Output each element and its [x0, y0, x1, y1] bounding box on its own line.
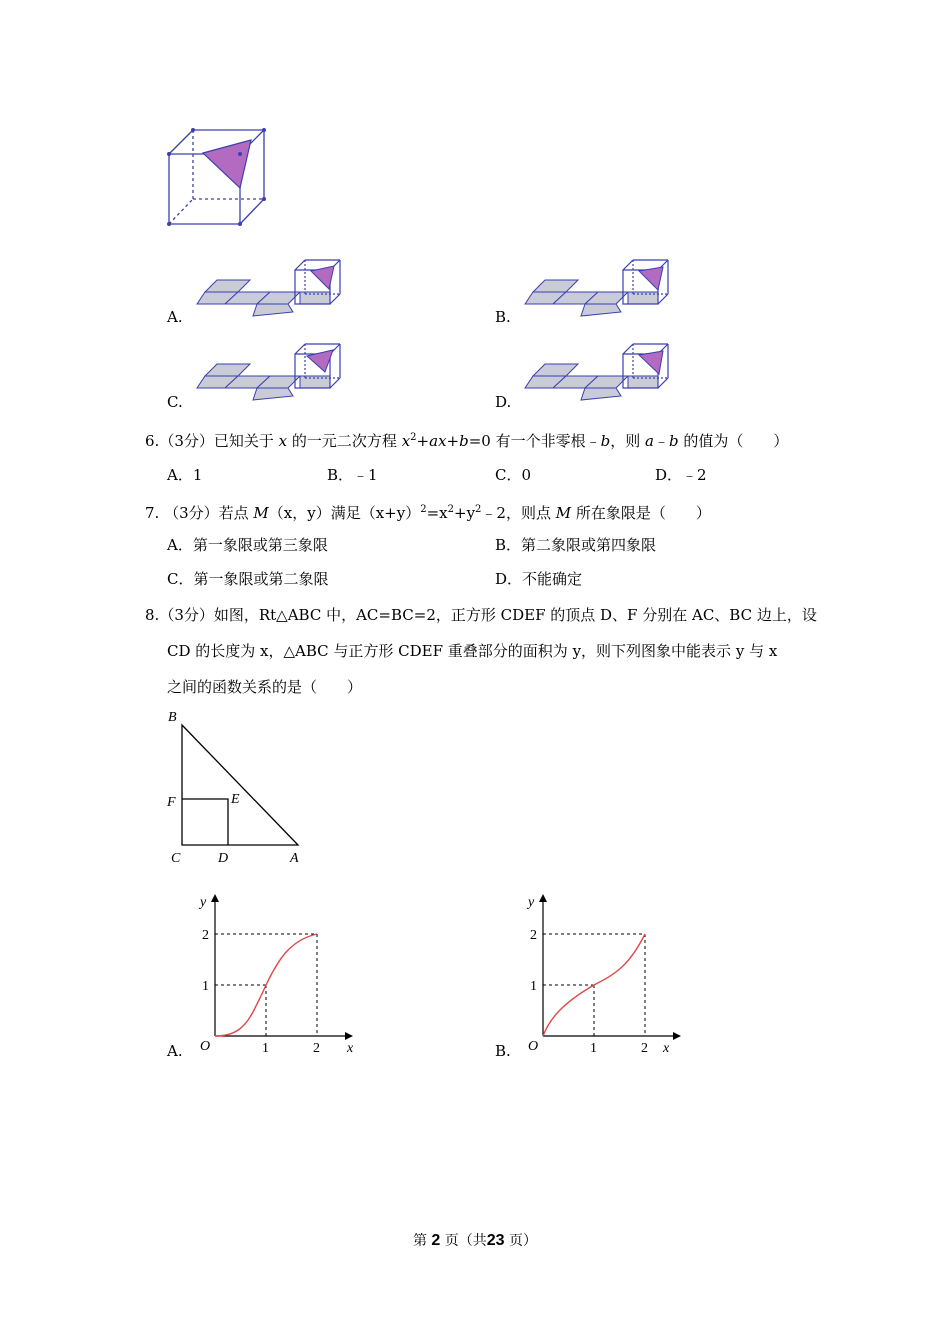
- page-footer: 第 2 页（共23 页）: [412, 1232, 538, 1249]
- label-d: D: [218, 851, 229, 866]
- y-tick-2: 2: [530, 928, 537, 943]
- x-tick-1: 1: [590, 1041, 597, 1056]
- q5-option-d-label[interactable]: D.: [495, 393, 512, 411]
- q5-option-c-label[interactable]: C.: [167, 393, 183, 411]
- x-tick-1: 1: [262, 1041, 269, 1056]
- graph-option-a: [190, 888, 360, 1063]
- axis-y-label: y: [528, 895, 535, 910]
- page-number: 2: [431, 1232, 441, 1249]
- q5-option-b-label[interactable]: B.: [495, 308, 511, 326]
- label-b: B: [168, 710, 177, 725]
- q6-option-d[interactable]: D．﹣2: [655, 466, 707, 484]
- q8-stem-line2: CD 的长度为 x，△ABC 与正方形 CDEF 重叠部分的面积为 y，则下列图象中能表示 y 与 x: [167, 642, 778, 660]
- axis-x-label: x: [347, 1041, 354, 1056]
- net-option-c-figure: [195, 342, 345, 404]
- origin-label: O: [200, 1039, 211, 1054]
- q7-option-c[interactable]: C．第一象限或第二象限: [167, 570, 329, 588]
- y-tick-1: 1: [202, 979, 209, 994]
- cube-main-figure: [160, 120, 280, 235]
- q7-option-d[interactable]: D．不能确定: [495, 570, 583, 588]
- net-option-d-figure: [523, 342, 673, 404]
- axis-y-label: y: [200, 895, 207, 910]
- y-tick-1: 1: [530, 979, 537, 994]
- label-a: A: [290, 851, 299, 866]
- q5-option-a-label[interactable]: A.: [167, 308, 183, 326]
- q7-stem: 7. （3分）若点 M（x，y）满足$(x+y)^2=x^2+y^2﹣2$，则点 M 所在象限是（ ）: [145, 504, 711, 522]
- q6-option-c[interactable]: C．0: [495, 466, 532, 484]
- q8-option-b-label[interactable]: B.: [495, 1042, 511, 1060]
- triangle-square-figure: [160, 705, 320, 870]
- q6-stem: 6.（3分）已知关于 x 的一元二次方程 $x^2+ax+b=0$ 有一个非零根﹣b，则 a﹣b 的值为（ ）: [145, 432, 789, 450]
- label-f: F: [167, 795, 176, 810]
- x-tick-2: 2: [313, 1041, 320, 1056]
- graph-option-b: [518, 888, 688, 1063]
- q7-option-a[interactable]: A．第一象限或第三象限: [167, 536, 328, 554]
- page-total: 23: [486, 1232, 505, 1249]
- q6-option-a[interactable]: A．1: [167, 466, 203, 484]
- axis-x-label: x: [663, 1041, 670, 1056]
- y-tick-2: 2: [202, 928, 209, 943]
- origin-label: O: [528, 1039, 539, 1054]
- q8-option-a-label[interactable]: A.: [167, 1042, 183, 1060]
- label-c: C: [171, 851, 181, 866]
- label-e: E: [231, 792, 240, 807]
- net-option-a-figure: [195, 258, 345, 320]
- net-option-b-figure: [523, 258, 673, 320]
- q8-stem-line3: 之间的函数关系的是（ ）: [167, 678, 363, 696]
- q6-option-b[interactable]: B．﹣1: [327, 466, 378, 484]
- q8-stem-line1: 8.（3分）如图，Rt△ABC 中，AC=BC=2，正方形 CDEF 的顶点 D、F 分别在 AC、BC 边上，设: [145, 606, 817, 624]
- q7-option-b[interactable]: B．第二象限或第四象限: [495, 536, 657, 554]
- x-tick-2: 2: [641, 1041, 648, 1056]
